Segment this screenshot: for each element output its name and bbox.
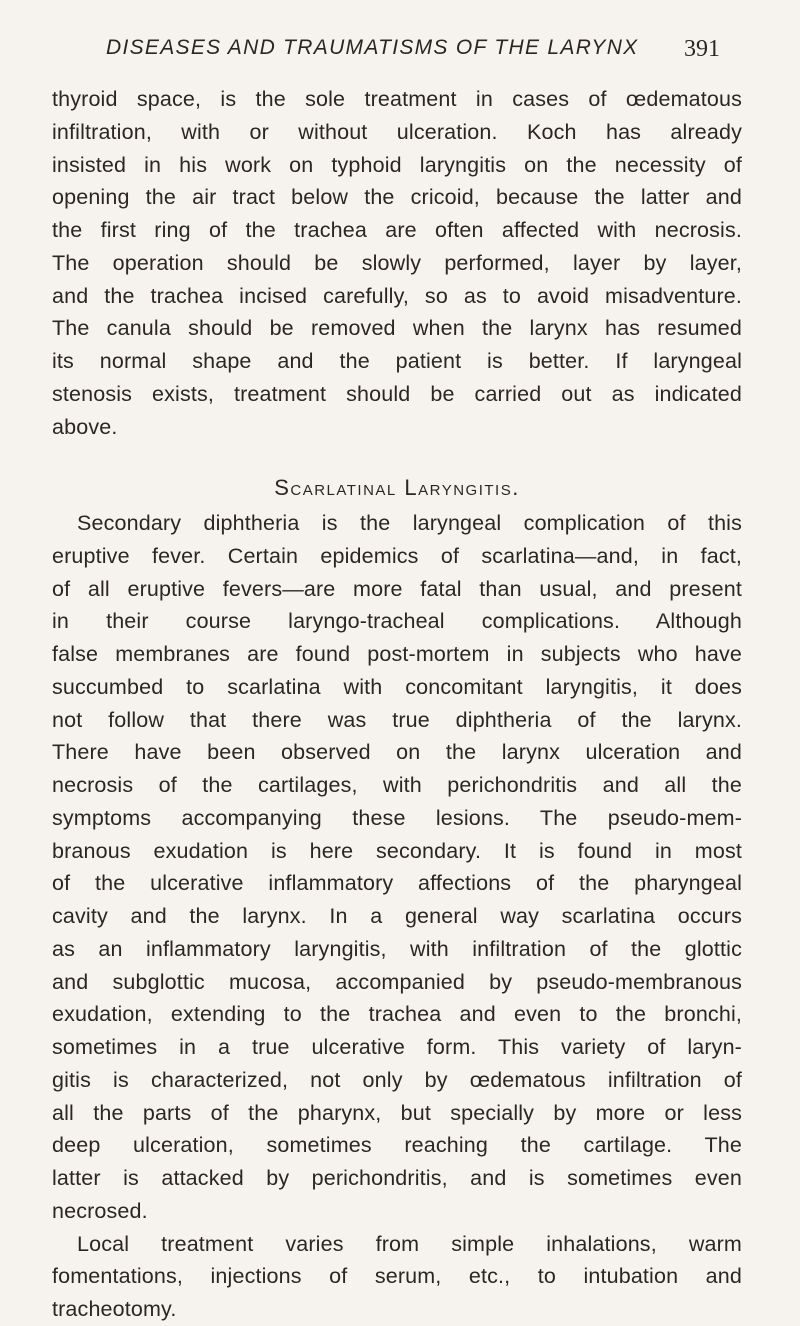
text-line: thyroid space, is the sole treatment in cases of œdematous [52, 87, 742, 111]
page-number: 391 [684, 36, 720, 62]
text-line: tracheotomy. [52, 1297, 177, 1321]
text-line: false membranes are found post-mortem in subjects who have [52, 642, 742, 666]
text-line: symptoms accompanying these lesions. The pseudo-mem- [52, 805, 742, 830]
text-line: fomentations, injections of serum, etc., to intubation and [52, 1264, 742, 1289]
text-line: insisted in his work on typhoid laryngitis on the necessity of [52, 152, 742, 177]
text-line: the first ring of the trachea are often affected with necrosis. [52, 218, 742, 242]
text-line: There have been observed on the larynx ulceration and [52, 740, 742, 765]
text-line: stenosis exists, treatment should be carried out as indicated [52, 381, 742, 406]
text-line: latter is attacked by perichondritis, and is sometimes even [52, 1166, 742, 1190]
text-line: cavity and the larynx. In a general way scarlatina occurs [52, 904, 742, 928]
text-line: infiltration, with or without ulceration. Koch has already [52, 119, 742, 144]
text-line: of all eruptive fevers—are more fatal than usual, and present [52, 576, 742, 601]
text-line: of the ulcerative inflammatory affections of the pharyngeal [52, 871, 742, 896]
text-line: above. [52, 414, 118, 439]
text-line: gitis is characterized, not only by œdematous infiltration of [52, 1067, 742, 1092]
running-head [56, 36, 776, 70]
text-line: Local treatment varies from simple inhalations, warm [77, 1231, 742, 1256]
text-line: and subglottic mucosa, accompanied by pseudo-membranous [52, 969, 742, 994]
section-paragraph [52, 507, 742, 1228]
text-line: as an inflammatory laryngitis, with infiltration of the glottic [52, 936, 742, 961]
text-line: and the trachea incised carefully, so as to avoid misadventure. [52, 283, 742, 308]
text-line: its normal shape and the patient is better. If laryngeal [52, 349, 742, 373]
text-line: exudation, extending to the trachea and even to the bronchi, [52, 1002, 742, 1027]
closing-paragraph [52, 1228, 742, 1326]
text-line: branous exudation is here secondary. It is found in most [52, 838, 742, 863]
text-line: eruptive fever. Certain epidemics of scarlatina—and, in fact, [52, 543, 742, 568]
running-title: DISEASES AND TRAUMATISMS OF THE LARYNX [106, 36, 639, 59]
text-line: succumbed to scarlatina with concomitant laryngitis, it does [52, 674, 742, 699]
text-line: deep ulceration, sometimes reaching the cartilage. The [52, 1133, 742, 1158]
text-line: Secondary diphtheria is the laryngeal complication of this [77, 511, 742, 535]
continued-paragraph [52, 83, 742, 443]
text-line: not follow that there was true diphtheria of the larynx. [52, 707, 742, 732]
text-line: The canula should be removed when the larynx has resumed [52, 316, 742, 341]
text-line: necrosis of the cartilages, with perichondritis and all the [52, 773, 742, 797]
text-line: in their course laryngo-tracheal complications. Although [52, 609, 742, 634]
section-scarlatinal-laryngitis [52, 475, 742, 1326]
text-line: sometimes in a true ulcerative form. This variety of laryn- [52, 1035, 742, 1059]
text-line: all the parts of the pharynx, but specially by more or less [52, 1100, 742, 1125]
text-line: The operation should be slowly performed, layer by layer, [52, 250, 742, 275]
text-line: opening the air tract below the cricoid, because the latter and [52, 185, 742, 210]
section-heading: Scarlatinal Laryngitis. [274, 475, 520, 500]
text-line: necrosed. [52, 1198, 148, 1223]
